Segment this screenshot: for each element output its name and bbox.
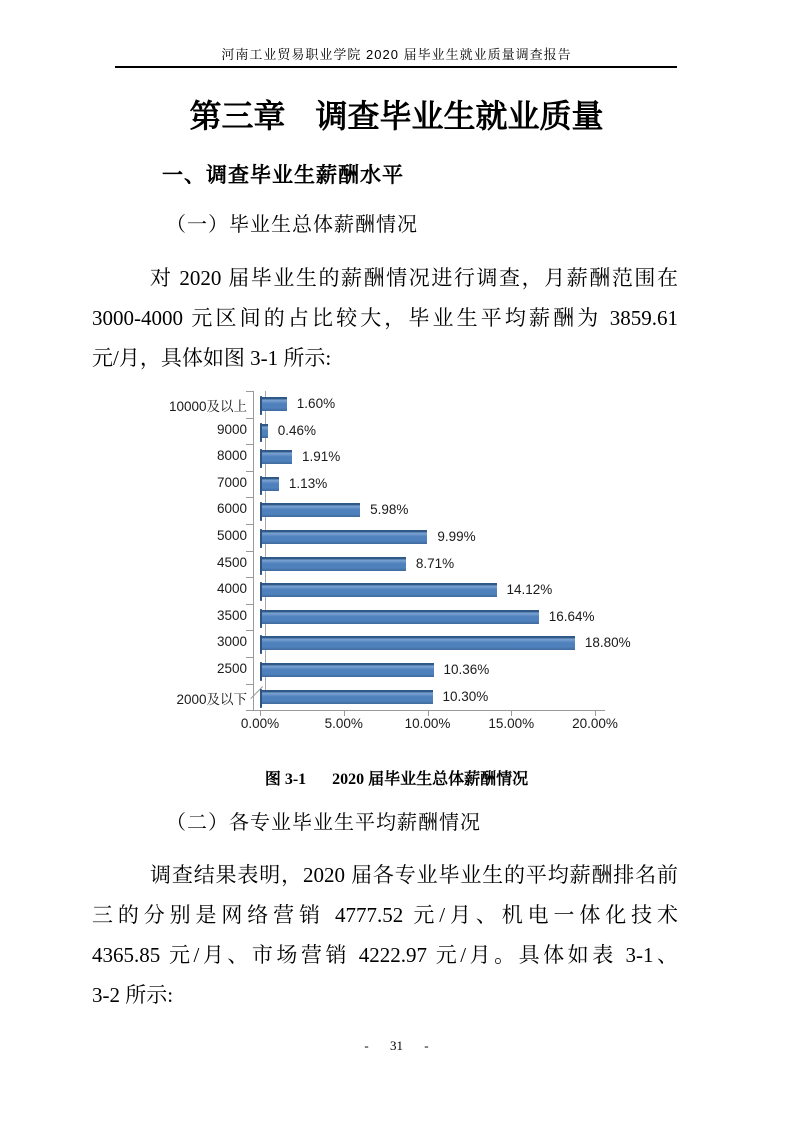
bar <box>260 557 406 571</box>
paragraph-line: 3-2 所示: <box>92 983 174 1007</box>
x-axis-tick-label: 20.00% <box>572 716 618 731</box>
value-label: 1.13% <box>288 475 328 491</box>
paragraph-line: 对 2020 届毕业生的薪酬情况进行调查，月薪酬范围在 <box>150 266 678 290</box>
category-label: 3500 <box>216 607 247 623</box>
paragraph-2 <box>92 855 678 1015</box>
category-label: 6000 <box>216 501 247 517</box>
bar <box>260 663 434 677</box>
bar <box>260 583 497 597</box>
bar <box>260 503 360 517</box>
y-axis-tick <box>246 444 253 445</box>
paragraph-line: 3000-4000 元区间的占比较大，毕业生平均薪酬为 3859.61 <box>92 306 678 330</box>
y-axis-tick <box>246 657 253 658</box>
x-axis-tick-label: 15.00% <box>488 716 535 731</box>
bar <box>260 636 575 650</box>
chart-x-axis <box>253 710 605 711</box>
header-rule <box>115 66 677 68</box>
y-axis-tick <box>246 497 253 498</box>
value-label: 1.60% <box>296 396 336 411</box>
value-label: 18.80% <box>584 635 631 651</box>
chapter-title-text: 调查毕业生就业质量 <box>315 98 604 134</box>
y-axis-tick <box>246 418 253 419</box>
figure-caption-label: 图 3-1 <box>264 771 307 788</box>
figure-caption <box>0 766 793 789</box>
category-label: 10000及以上 <box>168 399 247 414</box>
page-number: - 31 - <box>364 1038 429 1053</box>
bar <box>260 690 433 704</box>
category-label: 7000 <box>216 474 247 490</box>
bar <box>260 450 292 464</box>
category-label: 2000及以下 <box>176 691 247 707</box>
y-axis-tick <box>246 604 253 605</box>
chapter-title-number: 第三章 <box>189 98 286 134</box>
value-label: 9.99% <box>437 529 476 544</box>
x-axis-tick-label: 5.00% <box>324 716 363 731</box>
salary-bar-chart <box>155 391 685 741</box>
y-axis-tick <box>246 577 253 578</box>
category-label: 8000 <box>216 448 247 464</box>
subsection-heading-2: （二）各专业毕业生平均薪酬情况 <box>166 812 481 834</box>
paragraph-1 <box>92 258 678 378</box>
category-label: 4000 <box>216 581 247 597</box>
category-label: 4500 <box>216 554 247 570</box>
paragraph-line: 三的分别是网络营销 4777.52 元/月、机电一体化技术 <box>92 903 678 927</box>
paragraph-line: 元/月，具体如图 3-1 所示: <box>92 346 332 370</box>
x-axis-tick-label: 10.00% <box>404 716 451 731</box>
value-label: 10.30% <box>442 688 489 704</box>
bar <box>260 424 268 438</box>
bar <box>260 610 539 624</box>
y-axis-tick <box>246 551 253 552</box>
y-axis-tick <box>246 471 253 472</box>
y-axis-tick <box>246 684 253 685</box>
value-label: 0.46% <box>277 422 316 438</box>
bar <box>260 530 427 544</box>
category-label: 9000 <box>216 421 247 437</box>
x-axis-tick-label: 0.00% <box>240 716 280 731</box>
y-axis-tick <box>246 710 253 711</box>
category-label: 5000 <box>216 528 247 543</box>
y-axis-tick <box>246 630 253 631</box>
value-label: 8.71% <box>415 555 455 571</box>
y-axis-tick <box>246 391 253 392</box>
chapter-title <box>0 96 793 136</box>
value-label: 5.98% <box>370 502 409 518</box>
value-label: 1.91% <box>301 449 341 465</box>
bar <box>260 397 287 411</box>
bar <box>260 477 279 491</box>
subsection-heading-1: （一）毕业生总体薪酬情况 <box>166 214 418 236</box>
value-label: 16.64% <box>548 608 595 624</box>
chart-y-axis <box>253 391 254 710</box>
value-label: 10.36% <box>443 662 490 677</box>
category-label: 3000 <box>216 634 247 650</box>
paragraph-line: 4365.85 元/月、市场营销 4222.97 元/月。具体如表 3-1、 <box>92 943 678 967</box>
category-label: 2500 <box>216 661 247 676</box>
value-label: 14.12% <box>506 582 553 598</box>
figure-caption-text: 2020 届毕业生总体薪酬情况 <box>332 771 529 788</box>
paragraph-line: 调查结果表明，2020 届各专业毕业生的平均薪酬排名前 <box>150 863 678 887</box>
page-header: 河南工业贸易职业学院 2020 届毕业生就业质量调查报告 <box>221 47 572 62</box>
y-axis-tick <box>246 524 253 525</box>
section-heading: 一、调查毕业生薪酬水平 <box>162 164 404 187</box>
